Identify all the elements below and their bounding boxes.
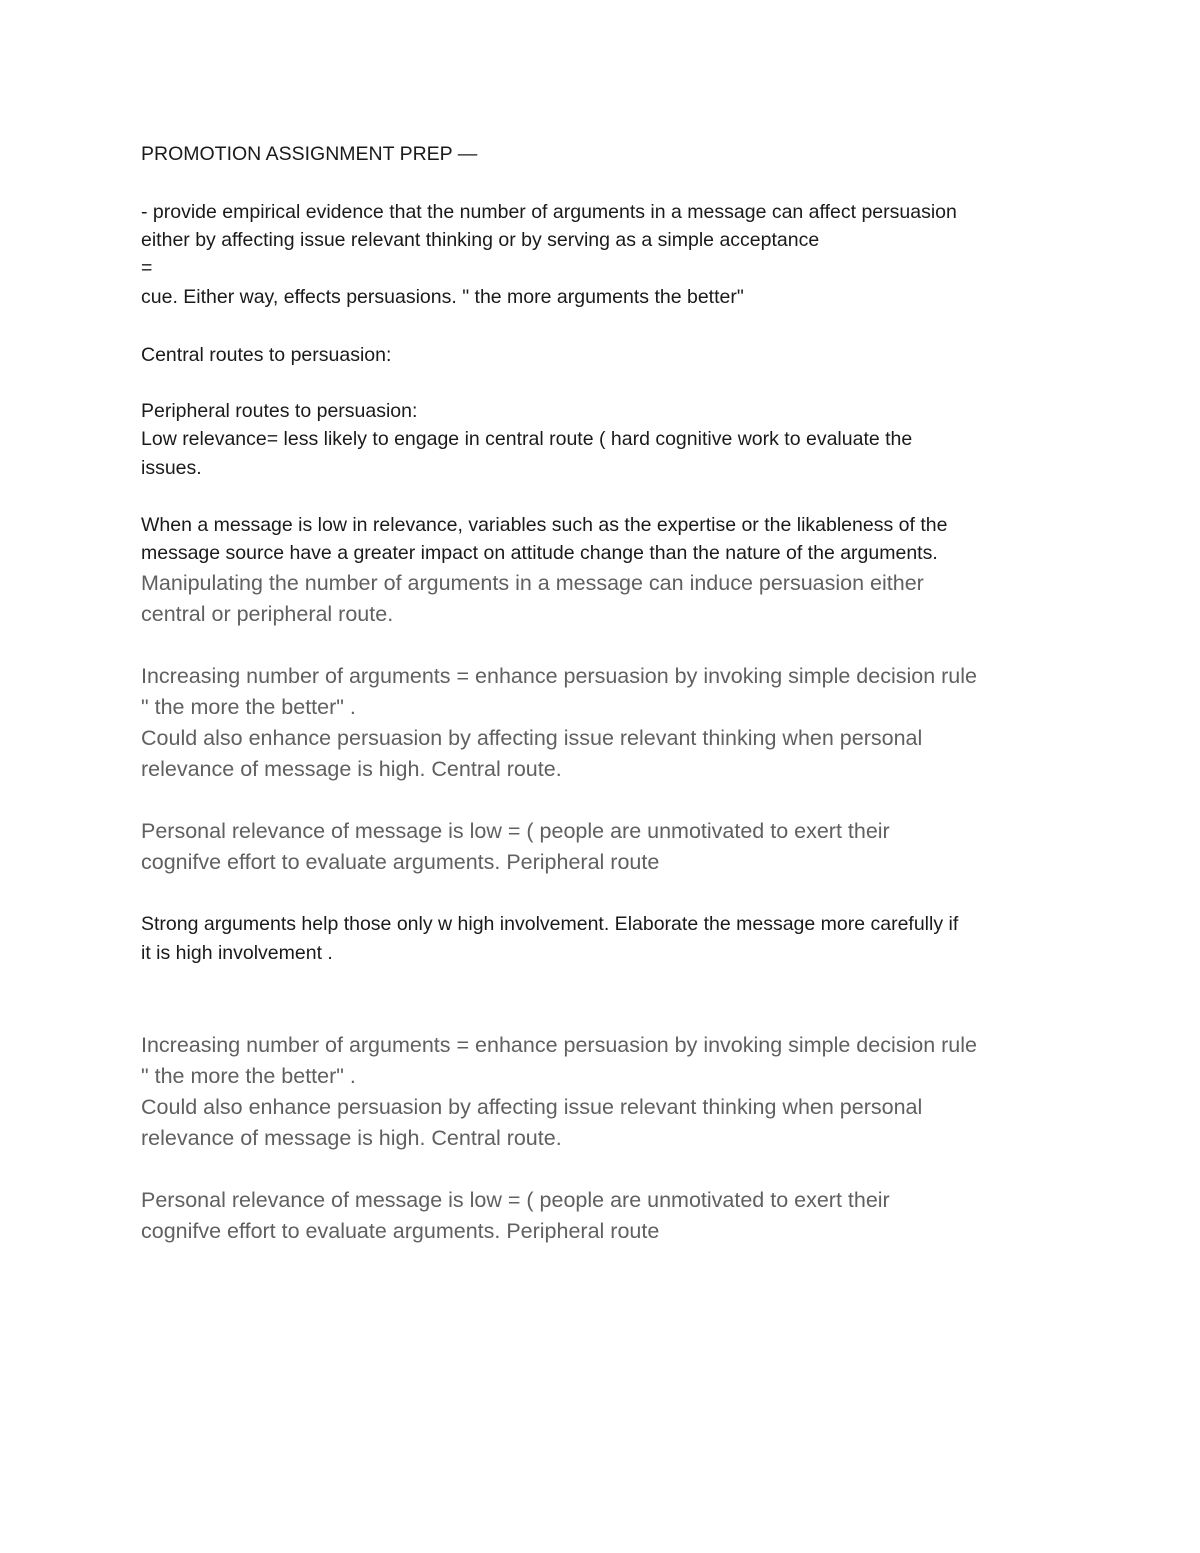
central-routes-heading: Central routes to persuasion: [141, 344, 392, 366]
could-also-1-line-1: Could also enhance persuasion by affecting issue relevant thinking when personal [141, 726, 923, 750]
low-relevance-para-line-1: When a message is low in relevance, variables such as the expertise or the likableness of the [141, 514, 948, 536]
personal-1-line-2: cognifve effort to evaluate arguments. Peripheral route [141, 850, 660, 874]
intro-line-3: = [141, 257, 153, 279]
peripheral-routes-heading: Peripheral routes to persuasion: [141, 400, 418, 422]
manipulating-line-1: Manipulating the number of arguments in a message can induce persuasion either [141, 571, 924, 595]
personal-2-line-1: Personal relevance of message is low = ( people are unmotivated to exert their [141, 1188, 890, 1212]
could-also-1-line-2: relevance of message is high. Central route. [141, 757, 562, 781]
intro-line-4: cue. Either way, effects persuasions. " the more arguments the better" [141, 286, 744, 308]
increasing-2-line-1: Increasing number of arguments = enhance persuasion by invoking simple decision rule [141, 1033, 977, 1057]
could-also-2-line-1: Could also enhance persuasion by affecting issue relevant thinking when personal [141, 1095, 923, 1119]
increasing-2-line-2: " the more the better" . [141, 1064, 356, 1088]
strong-args-line-1: Strong arguments help those only w high involvement. Elaborate the message more carefully if [141, 913, 959, 935]
manipulating-line-2: central or peripheral route. [141, 602, 394, 626]
strong-args-line-2: it is high involvement . [141, 942, 333, 964]
personal-1-line-1: Personal relevance of message is low = ( people are unmotivated to exert their [141, 819, 890, 843]
low-relevance-line-2: issues. [141, 457, 202, 479]
personal-2-line-2: cognifve effort to evaluate arguments. Peripheral route [141, 1219, 660, 1243]
low-relevance-line-1: Low relevance= less likely to engage in central route ( hard cognitive work to evaluate the [141, 428, 913, 450]
intro-line-1: - provide empirical evidence that the number of arguments in a message can affect persuasion [141, 201, 957, 223]
document-title: PROMOTION ASSIGNMENT PREP — [141, 143, 478, 165]
increasing-1-line-1: Increasing number of arguments = enhance persuasion by invoking simple decision rule [141, 664, 977, 688]
could-also-2-line-2: relevance of message is high. Central route. [141, 1126, 562, 1150]
increasing-1-line-2: " the more the better" . [141, 695, 356, 719]
intro-line-2: either by affecting issue relevant thinking or by serving as a simple acceptance [141, 229, 820, 251]
low-relevance-para-line-2: message source have a greater impact on attitude change than the nature of the arguments. [141, 542, 938, 564]
